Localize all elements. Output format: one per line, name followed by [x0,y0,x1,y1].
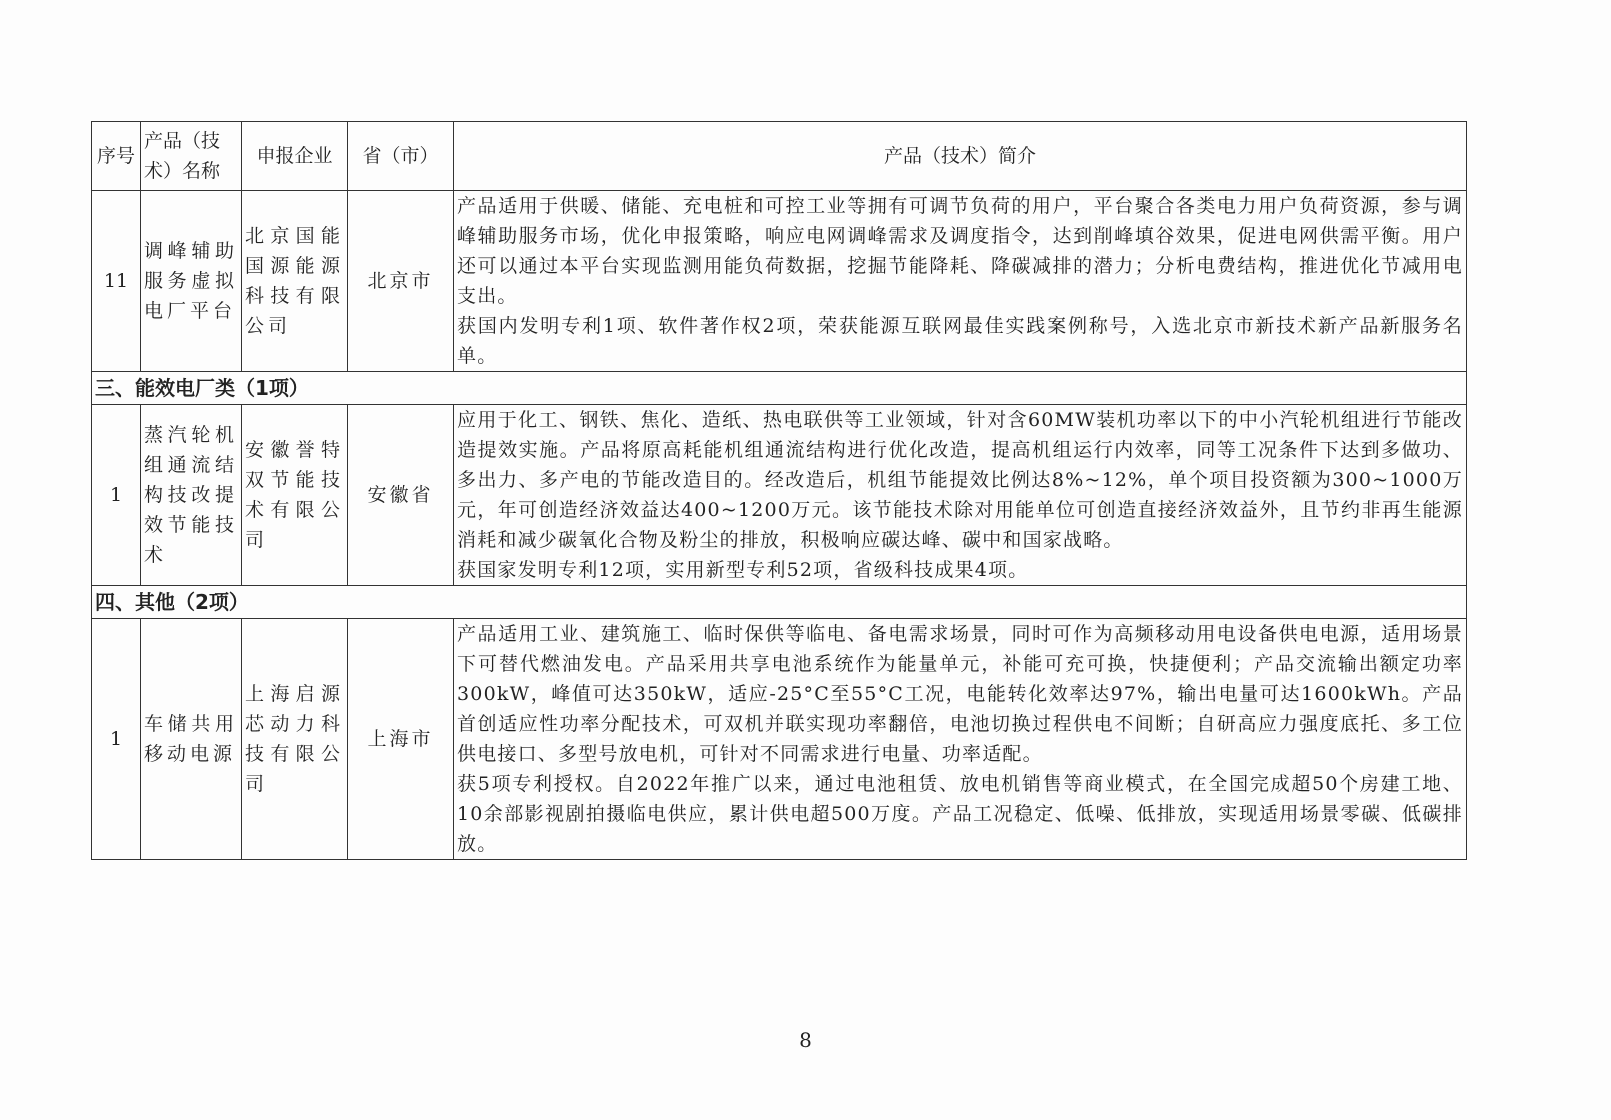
table-row [92,191,1467,372]
row-product-name: 调峰辅助服务虚拟电厂平台 [141,191,242,372]
description-paragraph: 获国内发明专利1项、软件著作权2项，荣获能源互联网最佳实践案例称号，入选北京市新技术新产品新服务名单。 [457,315,1463,367]
row-province: 上海市 [348,619,454,860]
section-title: 三、能效电厂类（1项） [92,372,1467,405]
section-title: 四、其他（2项） [92,586,1467,619]
header-description: 产品（技术）简介 [454,122,1467,191]
row-seq: 1 [92,619,141,860]
description-paragraph: 产品适用工业、建筑施工、临时保供等临电、备电需求场景，同时可作为高频移动用电设备供电电源，适用场景下可替代燃油发电。产品采用共享电池系统作为能量单元，补能可充可换，快捷便利；产品交流输出额定功率300kW，峰值可达350kW，适应-25°C至55°C工况，电能转化效率达97%，输出电量可达1600kWh。产品首创适应性功率分配技术，可双机并联实现功率翻倍，电池切换过程供电不间断；自研高应力强度底托、多工位供电接口、多型号放电机，可针对不同需求进行电量、功率适配。 [457,623,1463,765]
row-enterprise: 北京国能国源能源科技有限公司 [242,191,348,372]
description-paragraph: 获5项专利授权。自2022年推广以来，通过电池租赁、放电机销售等商业模式，在全国完成超50个房建工地、10余部影视剧拍摄临电供应，累计供电超500万度。产品工况稳定、低噪、低排放，实现适用场景零碳、低碳排放。 [457,773,1463,855]
header-product-name: 产品（技术）名称 [141,122,242,191]
row-province: 安徽省 [348,405,454,586]
row-enterprise: 安徽誉特双节能技术有限公司 [242,405,348,586]
description-paragraph: 应用于化工、钢铁、焦化、造纸、热电联供等工业领域，针对含60MW装机功率以下的中小汽轮机组进行节能改造提效实施。产品将原高耗能机组通流结构进行优化改造，提高机组运行内效率，同等工况条件下达到多做功、多出力、多产电的节能改造目的。经改造后，机组节能提效比例达8%~12%，单个项目投资额为300~1000万元，年可创造经济效益达400~1200万元。该节能技术除对用能单位可创造直接经济效益外，且节约非再生能源消耗和减少碳氧化合物及粉尘的排放，积极响应碳达峰、碳中和国家战略。 [457,409,1463,551]
row-description [454,191,1467,372]
table-header-row [92,122,1467,191]
row-seq: 11 [92,191,141,372]
description-paragraph: 产品适用于供暖、储能、充电桩和可控工业等拥有可调节负荷的用户，平台聚合各类电力用户负荷资源，参与调峰辅助服务市场，优化申报策略，响应电网调峰需求及调度指令，达到削峰填谷效果，促进电网供需平衡。用户还可以通过本平台实现监测用能负荷数据，挖掘节能降耗、降碳减排的潜力；分析电费结构，推进优化节减用电支出。 [457,195,1463,307]
table-row [92,619,1467,860]
section-heading-row [92,586,1467,619]
row-product-name: 车储共用移动电源 [141,619,242,860]
row-enterprise: 上海启源芯动力科技有限公司 [242,619,348,860]
row-description [454,405,1467,586]
row-product-name: 蒸汽轮机组通流结构技改提效节能技术 [141,405,242,586]
header-seq: 序号 [92,122,141,191]
row-seq: 1 [92,405,141,586]
header-enterprise: 申报企业 [242,122,348,191]
table-row [92,405,1467,586]
product-catalog-table [91,121,1467,860]
description-paragraph: 获国家发明专利12项，实用新型专利52项，省级科技成果4项。 [457,559,1029,581]
row-description [454,619,1467,860]
section-heading-row [92,372,1467,405]
page-number: 8 [799,1028,812,1052]
row-province: 北京市 [348,191,454,372]
header-province: 省（市） [348,122,454,191]
